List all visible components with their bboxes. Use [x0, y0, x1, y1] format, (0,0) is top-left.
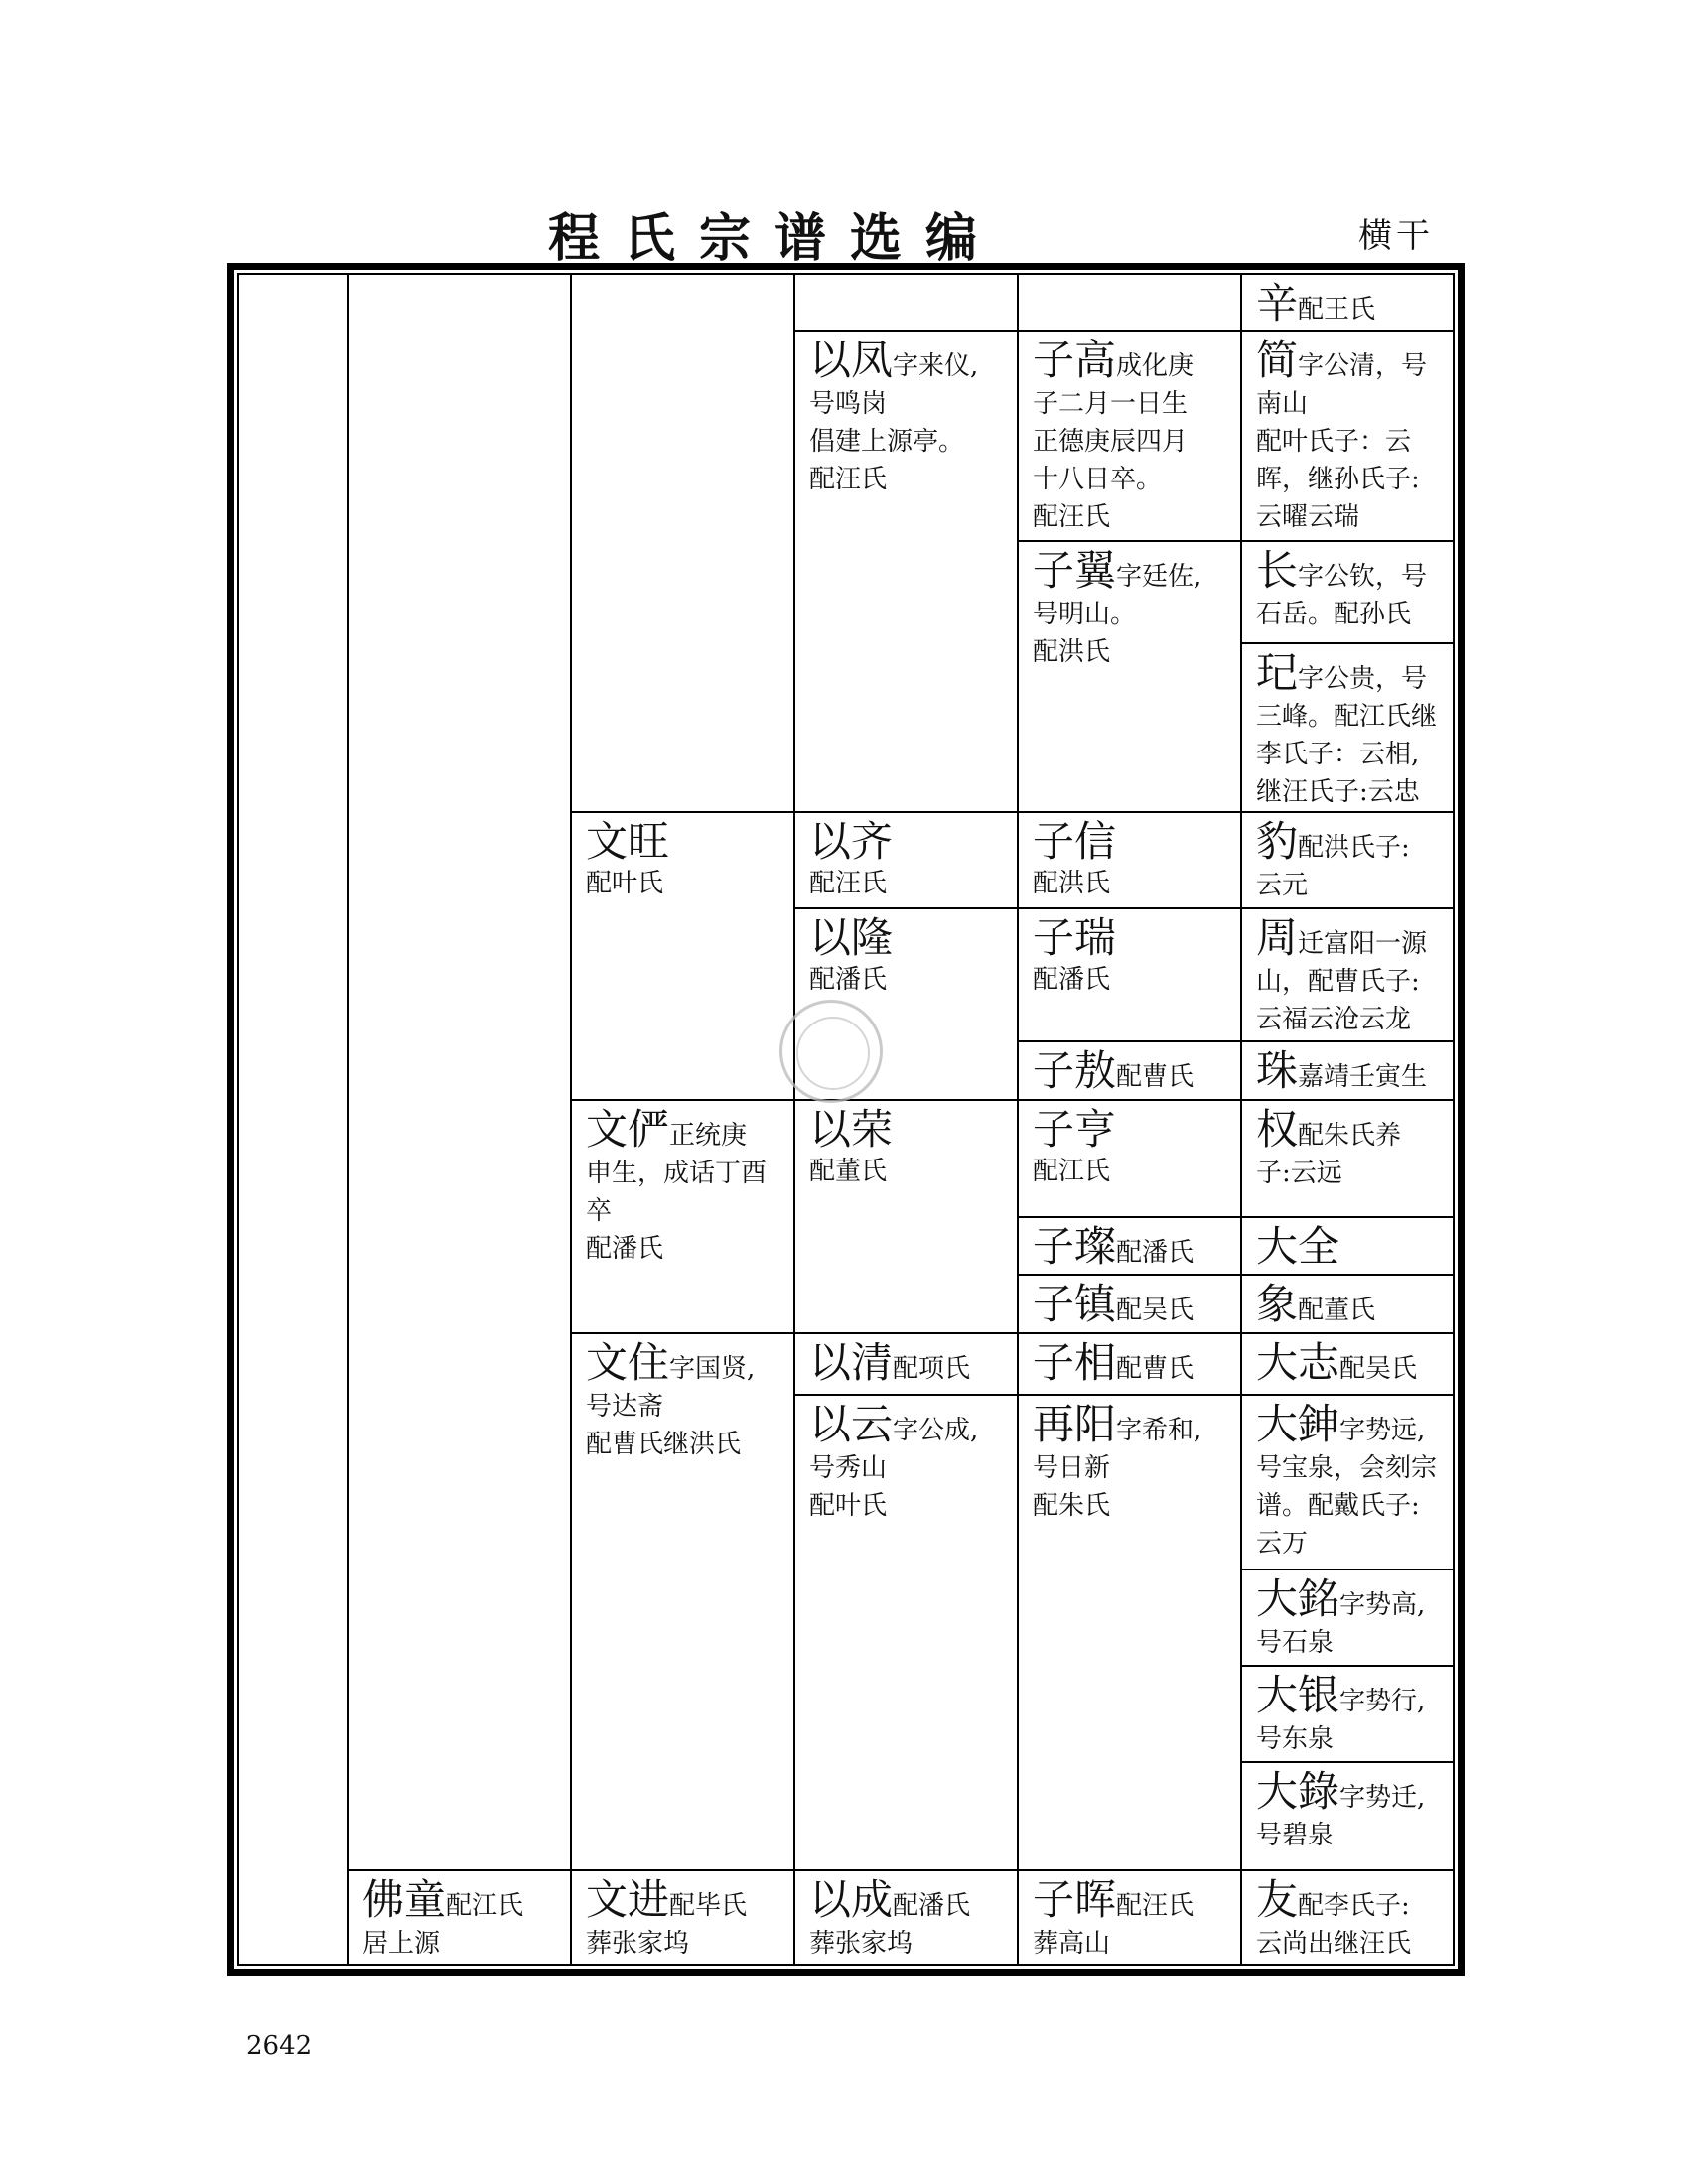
entry-zaiyang	[1019, 1396, 1242, 1871]
entry-name: 子敖	[1033, 1046, 1117, 1095]
entry-note: 迁富阳一源	[1298, 929, 1428, 959]
entry-note: 配江氏	[446, 1891, 524, 1921]
entry-note: 字公清，号	[1298, 351, 1428, 381]
entry-line: 号碧泉	[1256, 1821, 1335, 1850]
entry-name: 子镇	[1033, 1280, 1117, 1328]
region-label: 横干	[1358, 216, 1434, 256]
entry-name: 以荣	[809, 1105, 894, 1154]
entry-line: 三峰。配江氏继	[1256, 702, 1438, 732]
entry-dashen	[1242, 1396, 1453, 1570]
entry-line: 云尚出继汪氏	[1256, 1929, 1412, 1959]
entry-line: 配洪氏	[1033, 869, 1111, 898]
entry-note: 字势高,	[1339, 1590, 1426, 1620]
entry-line: 继汪氏子:云忠	[1256, 777, 1420, 807]
entry-ziheng	[1019, 1101, 1242, 1218]
entry-name: 权	[1256, 1105, 1299, 1154]
entry-dalu	[1242, 1763, 1453, 1871]
entry-zixin	[1019, 813, 1242, 909]
entry-line: 配江氏	[1033, 1157, 1111, 1186]
entry-note: 字公钦，号	[1298, 562, 1428, 592]
entry-name: 以凤	[809, 336, 894, 384]
entry-name: 子璨	[1033, 1222, 1117, 1271]
entry-note: 配吴氏	[1116, 1296, 1195, 1325]
entry-ziao	[1019, 1042, 1242, 1101]
column-3-upper	[572, 275, 795, 813]
entry-zihui	[1019, 1871, 1242, 1964]
entry-name: 子翼	[1033, 546, 1117, 595]
entry-note: 成化庚	[1116, 351, 1195, 381]
entry-line: 谱。配戴氏子:	[1256, 1491, 1420, 1521]
entry-note: 配潘氏	[1116, 1238, 1195, 1268]
entry-line: 山，配曹氏子:	[1256, 967, 1420, 997]
entry-zhu	[1242, 1042, 1453, 1101]
entry-line: 配汪氏	[1033, 502, 1111, 532]
entry-line: 配叶氏	[586, 869, 664, 898]
entry-note: 配李氏子:	[1298, 1891, 1410, 1921]
entry-line: 十八日卒。	[1033, 465, 1163, 494]
entry-wenwang	[572, 813, 795, 1101]
entry-line: 申生，成话丁酉	[586, 1159, 768, 1188]
entry-yicheng	[795, 1871, 1019, 1964]
page-title: 程氏宗谱选编	[547, 208, 1001, 269]
entry-line: 云曜云瑞	[1256, 502, 1360, 532]
entry-zixiang	[1019, 1334, 1242, 1396]
entry-name: 简	[1256, 336, 1299, 384]
entry-dayin	[1242, 1667, 1453, 1763]
entry-line: 配叶氏子：云	[1256, 427, 1412, 457]
entry-qi	[1242, 644, 1453, 813]
entry-note: 配吴氏	[1339, 1354, 1418, 1384]
column-2-upper	[349, 275, 572, 1871]
entry-line: 倡建上源亭。	[809, 427, 965, 457]
entry-dazhi	[1242, 1334, 1453, 1396]
entry-name: 文旺	[586, 817, 670, 866]
entry-line: 配洪氏	[1033, 637, 1111, 667]
entry-note: 配王氏	[1298, 295, 1376, 325]
entry-note: 字廷佐,	[1116, 562, 1202, 592]
entry-line: 号鸣岗	[809, 389, 888, 419]
entry-name: 友	[1256, 1875, 1299, 1924]
entry-note: 配朱氏养	[1298, 1121, 1402, 1151]
entry-line: 配曹氏继洪氏	[586, 1430, 742, 1459]
entry-daquan	[1242, 1218, 1453, 1276]
entry-xiang	[1242, 1276, 1453, 1334]
entry-name: 大全	[1256, 1222, 1340, 1271]
entry-line: 号东泉	[1256, 1724, 1335, 1754]
entry-line: 葬高山	[1033, 1929, 1111, 1959]
page-number: 2642	[246, 2031, 313, 2061]
column-5-top	[1019, 275, 1242, 332]
entry-name: 子瑞	[1033, 913, 1117, 962]
entry-name: 大银	[1256, 1671, 1340, 1719]
entry-line: 石岳。配孙氏	[1256, 600, 1412, 629]
entry-line: 晖，继孙氏子:	[1256, 465, 1420, 494]
entry-note: 配潘氏	[893, 1891, 971, 1921]
entry-note: 字希和,	[1116, 1416, 1202, 1445]
entry-name: 子高	[1033, 336, 1117, 384]
entry-name: 玘	[1256, 648, 1299, 697]
entry-line: 南山	[1256, 389, 1309, 419]
entry-line: 配汪氏	[809, 869, 888, 898]
entry-name: 文住	[586, 1338, 670, 1387]
watermark-seal	[779, 1000, 883, 1103]
entry-zican	[1019, 1218, 1242, 1276]
entry-note: 字公贵，号	[1298, 664, 1428, 694]
entry-note: 配项氏	[893, 1354, 971, 1384]
entry-name: 长	[1256, 546, 1299, 595]
entry-name: 以云	[809, 1400, 894, 1448]
entry-line: 云元	[1256, 871, 1309, 900]
entry-name: 以成	[809, 1875, 894, 1924]
entry-name: 大志	[1256, 1338, 1340, 1387]
entry-name: 文俨	[586, 1105, 670, 1154]
entry-line: 葬张家坞	[586, 1929, 690, 1959]
entry-line: 正德庚辰四月	[1033, 427, 1189, 457]
entry-name: 周	[1256, 913, 1299, 962]
entry-name: 珠	[1256, 1046, 1299, 1095]
entry-yifeng	[795, 332, 1019, 813]
entry-name: 大錄	[1256, 1767, 1340, 1816]
entry-line: 号日新	[1033, 1453, 1111, 1483]
entry-quan	[1242, 1101, 1453, 1218]
entry-line: 配董氏	[809, 1157, 888, 1186]
entry-line: 子:云远	[1256, 1159, 1342, 1188]
entry-zizhen	[1019, 1276, 1242, 1334]
entry-name: 大銘	[1256, 1574, 1340, 1623]
entry-note: 配毕氏	[669, 1891, 748, 1921]
entry-wenjin	[572, 1871, 795, 1964]
entry-name: 大鉮	[1256, 1400, 1340, 1448]
entry-note: 字势远,	[1339, 1416, 1426, 1445]
entry-yiqing	[795, 1334, 1019, 1396]
entry-line: 配潘氏	[1033, 965, 1111, 995]
entry-line: 配汪氏	[809, 465, 888, 494]
entry-line: 配朱氏	[1033, 1491, 1111, 1521]
entry-line: 居上源	[362, 1929, 441, 1959]
entry-line: 号达斋	[586, 1392, 664, 1422]
entry-note: 配曹氏	[1116, 1354, 1195, 1384]
entry-line: 配潘氏	[809, 965, 888, 995]
entry-note: 字国贤,	[669, 1354, 756, 1384]
entry-name: 子相	[1033, 1338, 1117, 1387]
entry-zigao	[1019, 332, 1242, 542]
entry-line: 号宝泉，会刻宗	[1256, 1453, 1438, 1483]
entry-yirong	[795, 1101, 1019, 1334]
entry-note: 字势迁,	[1339, 1783, 1426, 1813]
column-4-top	[795, 275, 1019, 332]
entry-name: 以隆	[809, 913, 894, 962]
entry-name: 以清	[809, 1338, 894, 1387]
entry-note: 配汪氏	[1116, 1891, 1195, 1921]
entry-you	[1242, 1871, 1453, 1964]
entry-name: 豹	[1256, 817, 1299, 866]
entry-name: 以齐	[809, 817, 894, 866]
entry-bao	[1242, 813, 1453, 909]
entry-name: 子信	[1033, 817, 1117, 866]
entry-line: 子二月一日生	[1033, 389, 1189, 419]
entry-note: 正统庚	[669, 1121, 748, 1151]
entry-name: 佛童	[362, 1875, 447, 1924]
entry-wenzhu	[572, 1334, 795, 1871]
genealogy-table	[237, 273, 1455, 1966]
entry-chang	[1242, 542, 1453, 644]
entry-note: 字势行,	[1339, 1687, 1426, 1716]
entry-note: 嘉靖壬寅生	[1298, 1062, 1428, 1092]
entry-name: 象	[1256, 1280, 1299, 1328]
entry-line: 号秀山	[809, 1453, 888, 1483]
entry-note: 字公成,	[893, 1416, 979, 1445]
column-1	[239, 275, 349, 1964]
entry-line: 配叶氏	[809, 1491, 888, 1521]
entry-line: 号明山。	[1033, 600, 1137, 629]
entry-note: 配洪氏子:	[1298, 833, 1410, 863]
entry-name: 辛	[1256, 279, 1299, 328]
entry-line: 配潘氏	[586, 1234, 664, 1264]
entry-yiqi	[795, 813, 1019, 909]
entry-wenpi	[572, 1101, 795, 1334]
entry-name: 文进	[586, 1875, 670, 1924]
entry-note: 配董氏	[1298, 1296, 1376, 1325]
entry-zirui	[1019, 909, 1242, 1042]
entry-xin	[1242, 275, 1453, 332]
entry-jian	[1242, 332, 1453, 542]
entry-line: 卒	[586, 1196, 613, 1226]
entry-line: 云福云沧云龙	[1256, 1005, 1412, 1034]
entry-note: 配曹氏	[1116, 1062, 1195, 1092]
entry-note: 字来仪,	[893, 351, 979, 381]
entry-yiyun	[795, 1396, 1019, 1871]
entry-name: 子晖	[1033, 1875, 1117, 1924]
entry-fotong	[349, 1871, 572, 1964]
entry-line: 号石泉	[1256, 1628, 1335, 1658]
entry-dame	[1242, 1570, 1453, 1667]
entry-ziyi	[1019, 542, 1242, 813]
entry-line: 云万	[1256, 1529, 1309, 1559]
entry-name: 再阳	[1033, 1400, 1117, 1448]
entry-zhou	[1242, 909, 1453, 1042]
entry-line: 李氏子：云相,	[1256, 740, 1420, 769]
entry-name: 子亨	[1033, 1105, 1117, 1154]
entry-line: 葬张家坞	[809, 1929, 914, 1959]
